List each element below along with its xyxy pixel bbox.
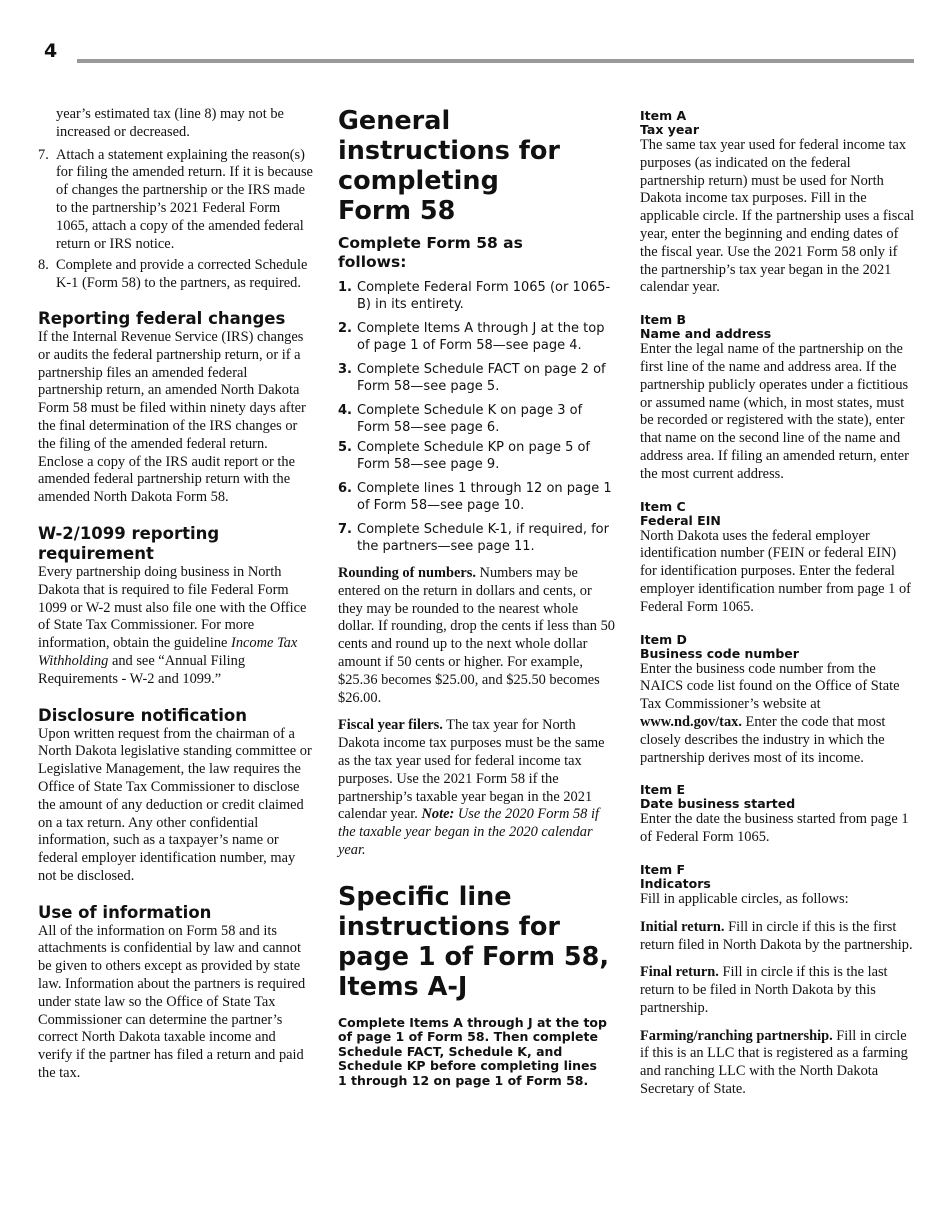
item-f-intro: Fill in applicable circles, as follows: [640,890,849,907]
w2-heading: W-2/1099 reporting requirement [38,523,220,563]
item-f-heading: Item F Indicators [640,861,711,891]
step-item: 2. Complete Items A through J at the top of page 1 of Form 58—see page 4. [338,321,605,353]
item-c-body: North Dakota uses the federal employer identification number (FEIN or federal EIN) for identification purposes. Enter the federal employer identification number from page 1 of Federal Form 1065. [640,527,911,615]
fiscal-paragraph: Fiscal year filers. The tax year for North Dakota income tax purposes must be the same as the tax year used for federal income tax purposes. Use the 2021 Form 58 if the partnership’s taxable year began in the 2021 calendar year. Note: Use the 2020 Form 58 if the taxable year began in the 2020 calendar year. [338,717,605,858]
item-c-heading: Item C Federal EIN [640,498,721,528]
final-return-paragraph: Final return. Fill in circle if this is the last return to be filed in North Dakota by this partnership. [640,964,888,1016]
steps-list [338,280,618,555]
item-e-heading: Item E Date business started [640,782,796,812]
disclosure-body: Upon written request from the chairman of a North Dakota legislative standing committee or Legislative Management, the law requires the Office of State Tax Commissioner to disclose the amount of any deduction or credit claimed on a tax return. Any other confidential information, such as a taxpayer’s name or federal employer identification number, may not be disclosed. [38,725,312,884]
item-b-heading: Item B Name and address [640,312,772,342]
use-info-heading: Use of information [38,902,212,922]
use-info-body: All of the information on Form 58 and its attachments is confidential by law and cannot be given to others except as provided by state law. Information about the partners is required under state law so the Office of State Tax Commissioner can determine the partner’s correct North Dakota taxable income and verify if the partner has filed a return and paid the tax. [38,922,306,1082]
page-number: 4 [44,40,58,62]
header-rule [77,59,914,63]
general-instructions-heading: General instructions for completing Form 58 [338,106,560,226]
reporting-body: If the Internal Revenue Service (IRS) changes or audits the federal partnership return, or if a partnership files an amended federal partnership return, an amended North Dakota Form 58 must be filed within ninety days after the final determination of the IRS changes or the filing of the amended federal return. Enclose a copy of the IRS audit report or the amended federal partnership return with the amended North Dakota Form 58. [38,328,306,506]
tax-website-link[interactable]: www.nd.gov/tax. [640,713,742,730]
complete-form-heading: Complete Form 58 as follows: [338,234,523,271]
disclosure-heading: Disclosure notification [38,705,247,725]
column-left [38,106,313,1083]
specific-instructions-heading: Specific line instructions for page 1 of Form 58, Items A-J [338,881,610,1002]
step-item: 6. Complete lines 1 through 12 on page 1 of Form 58—see page 10. [338,481,612,513]
step-item: 7. Complete Schedule K-1, if required, for the partners—see page 11. [338,522,609,554]
step-item: 4. Complete Schedule K on page 3 of Form 58—see page 6. [338,403,583,435]
item-e-body: Enter the date the business started from page 1 of Federal Form 1065. [640,811,909,846]
initial-return-paragraph: Initial return. Fill in circle if this is the first return filed in North Dakota by the partnership. [640,918,913,953]
item-d-heading: Item D Business code number [640,631,799,661]
column-middle [338,106,618,1088]
specific-note: Complete Items A through J at the top of page 1 of Form 58. Then complete Schedule FACT, Schedule K, and Schedule KP before completing lines 1 through 12 on page 1 of Form 58. [338,1014,607,1088]
step-item: 1. Complete Federal Form 1065 (or 1065-B) in its entirety. [338,280,611,312]
list-continuation: year’s estimated tax (line 8) may not be increased or decreased. [56,106,284,140]
column-right [640,106,915,1099]
w2-body: Every partnership doing business in North Dakota that is required to file Federal Form 1099 or W-2 must also file one with the Office of State Tax Commissioner. For more information, obtain the guideline Income Tax Withholding and see “Annual Filing Requirements - W-2 and 1099.” [38,563,307,687]
reporting-heading: Reporting federal changes [38,308,286,328]
item-d-body: Enter the business code number from the NAICS code list found on the Office of State Tax Commissioner’s website at www.nd.gov/tax. Enter the code that most closely describes the industry in which the partnership derives most of its income. [640,660,900,766]
item-a-body: The same tax year used for federal income tax purposes (as indicated on the federal partnership return) must be used for North Dakota income tax purposes. Fill in the applicable circle. If the partnership uses a fiscal year, enter the beginning and ending dates of the fiscal year. Use the 2021 Form 58 only if the partnership’s tax year began in the 2021 calendar year. [640,137,915,296]
step-item: 5. Complete Schedule KP on page 5 of Form 58—see page 9. [338,440,591,472]
item-a-heading: Item A Tax year [640,108,699,137]
farming-paragraph: Farming/ranching partnership. Fill in circle if this is an LLC that is registered as a farming and ranching LLC with the North Dakota Secretary of State. [640,1027,908,1098]
item-b-body: Enter the legal name of the partnership on the first line of the name and address area. If the partnership publicly operates under a fictitious or assumed name (which, in most states, must be recorded or registered with the state), enter that name on the second line of the name and address area. If filing an amended return, enter the most current address. [640,341,909,482]
list-item: 8. Complete and provide a corrected Schedule K-1 (Form 58) to the partners, as required. [38,257,308,292]
step-item: 3. Complete Schedule FACT on page 2 of Form 58—see page 5. [338,362,606,394]
list-item: 7. Attach a statement explaining the reason(s) for filing the amended return. If it is because of changes the partnership or the IRS made to the partnership’s 2021 Federal Form 1065, attach a copy of the amended federal return or IRS notice. [38,146,313,252]
rounding-paragraph: Rounding of numbers. Numbers may be entered on the return in dollars and cents, or they may be rounded to the nearest whole dollar. If rounding, drop the cents if less than 50 cents and round up to the next whole dollar amount if 50 cents or higher. For example, $25.36 becomes $25.00, and $25.50 becomes $26.00. [338,565,615,706]
amended-return-list [38,147,313,293]
